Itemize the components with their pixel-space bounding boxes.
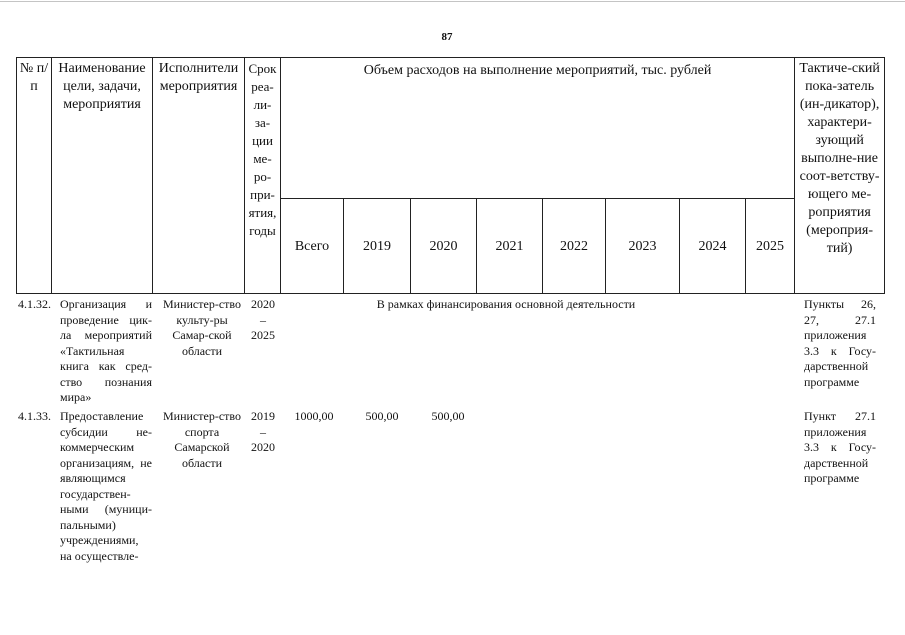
row-number: 4.1.33. xyxy=(18,409,51,423)
header-expenses: Объем расходов на выполнение мероприятий, тыс. рублей xyxy=(281,58,795,199)
header-year-2021: 2021 xyxy=(477,199,543,294)
table-body xyxy=(16,297,884,569)
header-name: Наименование цели, задачи, мероприятия xyxy=(52,58,153,294)
header-year-2023: 2023 xyxy=(606,199,680,294)
row-value-2020: 500,00 xyxy=(431,409,465,423)
row-activity-name: Организация и проведение цик-ла мероприятий «Тактильная книга как сред-ство познания мира» xyxy=(60,297,152,404)
header-year-2020: 2020 xyxy=(411,199,477,294)
header-executors: Исполнители мероприятия xyxy=(153,58,245,294)
row-term: 2020 – 2025 xyxy=(251,297,275,342)
row-executors: Министер-ство культу-ры Самар-ской области xyxy=(163,297,241,358)
header-year-total: Всего xyxy=(281,199,344,294)
row-term: 2019 – 2020 xyxy=(251,409,275,454)
table-header xyxy=(16,57,885,294)
header-year-2019: 2019 xyxy=(344,199,411,294)
row-funding-note: В рамках финансирования основной деятельности xyxy=(376,297,636,311)
header-year-2024: 2024 xyxy=(680,199,746,294)
row-executors: Министер-ство спорта Самарской области xyxy=(163,409,241,470)
row-value-total: 1000,00 xyxy=(294,409,334,423)
header-year-2022: 2022 xyxy=(543,199,606,294)
row-indicator: Пункты 26, 27, 27.1 приложения 3.3 к Госу-дарственной программе xyxy=(804,297,876,389)
row-number: 4.1.32. xyxy=(18,297,51,311)
row-activity-name: Предоставление субсидии не-коммерческим организациям, не являющимся государствен-ными (муници-пальными) учреждениями, на осуществле- xyxy=(60,409,152,563)
header-term: Срок реа-ли-за-ции ме-ро-при-ятия, годы xyxy=(245,58,281,294)
header-year-2025: 2025 xyxy=(746,199,795,294)
scan-edge-line xyxy=(0,1,905,2)
table-row xyxy=(16,297,884,409)
header-indicator: Тактиче-ский пока-затель (ин-дикатор), характери-зующий выполне-ние соот-ветству-ющего ме-роприятия (мероприя-тий) xyxy=(795,58,885,294)
row-indicator: Пункт 27.1 приложения 3.3 к Госу-дарственной программе xyxy=(804,409,876,485)
row-value-2019: 500,00 xyxy=(365,409,399,423)
table-row xyxy=(16,409,884,569)
page-number: 87 xyxy=(441,31,453,43)
header-num: № п/п xyxy=(17,58,52,294)
